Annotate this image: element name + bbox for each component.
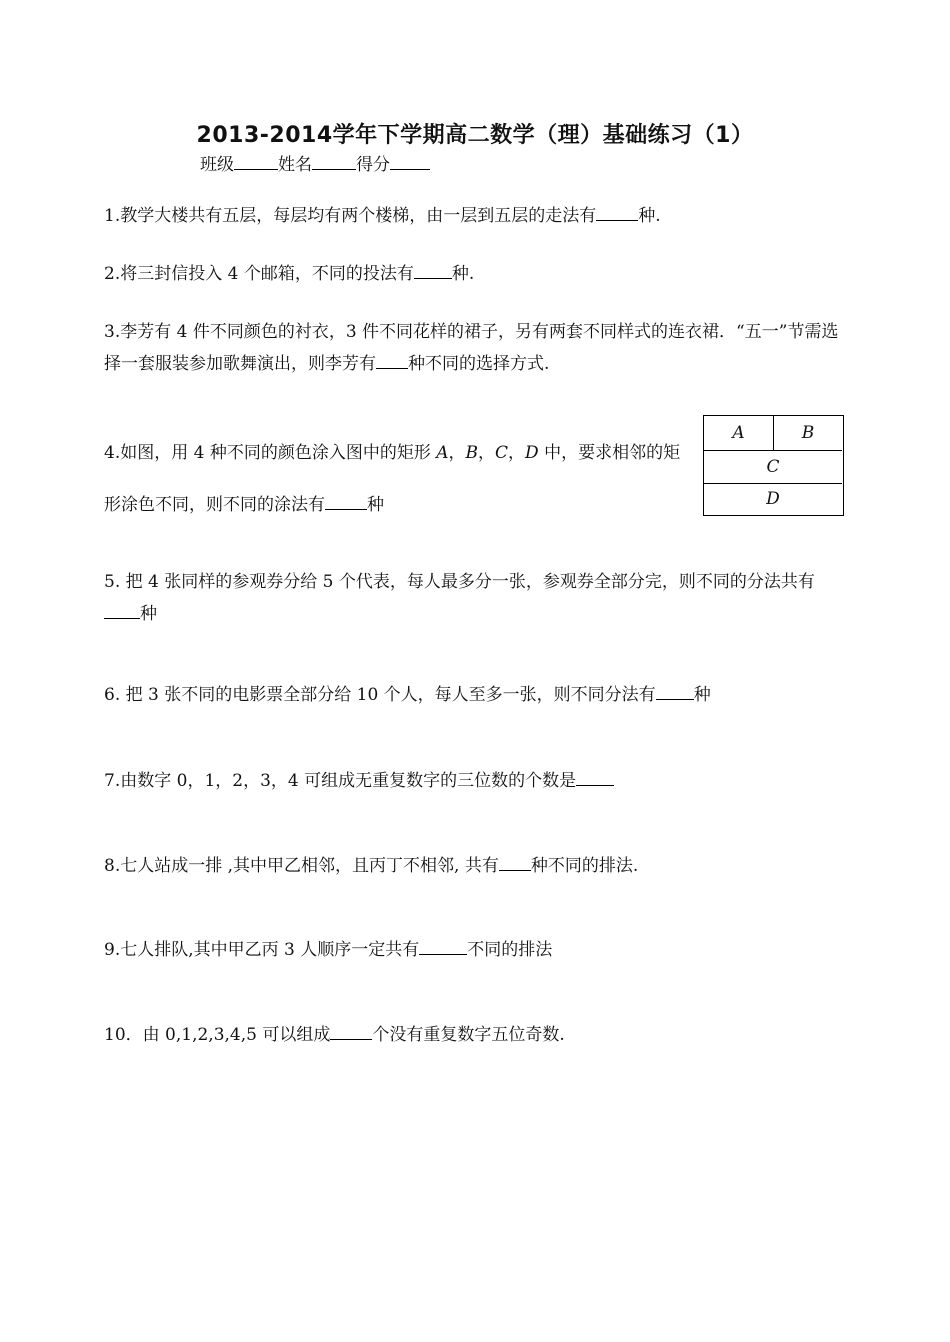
question-6: 6. 把 3 张不同的电影票全部分给 10 个人，每人至多一张，则不同分法有 种 xyxy=(104,685,711,705)
question-5: 5. 把 4 张同样的参观券分给 5 个代表，每人最多分一张，参观券全部分完，则不同的分法共有种 xyxy=(104,572,815,624)
answer-blank[interactable] xyxy=(499,854,531,871)
answer-blank[interactable] xyxy=(419,938,467,955)
answer-blank[interactable] xyxy=(376,352,408,369)
name-blank[interactable] xyxy=(312,153,356,170)
rectangle-figure xyxy=(703,415,844,516)
answer-blank[interactable] xyxy=(414,262,452,279)
question-7: 7.由数字 0，1，2，3，4 可组成无重复数字的三位数的个数是 xyxy=(104,765,849,797)
score-label: 得分 xyxy=(356,155,390,175)
question-10: 10．由 0,1,2,3,4,5 可以组成 个没有重复数字五位奇数. xyxy=(104,1025,565,1045)
rect-b: B xyxy=(774,416,842,451)
answer-blank[interactable] xyxy=(576,769,614,786)
student-info-line xyxy=(200,150,430,175)
answer-blank[interactable] xyxy=(104,602,140,619)
answer-blank[interactable] xyxy=(330,1023,372,1040)
question-8: 8.七人站成一排 ,其中甲乙相邻，且丙丁不相邻, 共有 种不同的排法. xyxy=(104,856,639,876)
rect-d: D xyxy=(766,489,780,509)
question-3: 3.李芳有 4 件不同颜色的衬衣，3 件不同花样的裙子，另有两套不同样式的连衣裙．“五一”节需选择一套服装参加歌舞演出，则李芳有 种不同的选择方式. xyxy=(104,322,839,374)
answer-blank[interactable] xyxy=(596,204,638,221)
question-4: 4.如图，用 4 种不同的颜色涂入图中的矩形 A，B，C，D 中，要求相邻的矩形涂色不同，则不同的涂法有 种 xyxy=(104,443,681,515)
score-blank[interactable] xyxy=(390,153,430,170)
rect-c: C xyxy=(704,451,842,484)
question-1: 1.教学大楼共有五层，每层均有两个楼梯，由一层到五层的走法有 种. xyxy=(104,206,661,226)
answer-blank[interactable] xyxy=(656,683,694,700)
rect-a: A xyxy=(704,416,774,451)
question-2: 2.将三封信投入 4 个邮箱，不同的投法有 种. xyxy=(104,264,475,284)
class-label: 班级 xyxy=(200,155,234,175)
class-blank[interactable] xyxy=(234,153,278,170)
page-title: 2013-2014学年下学期高二数学（理）基础练习（1） xyxy=(196,123,754,148)
answer-blank[interactable] xyxy=(325,493,367,510)
name-label: 姓名 xyxy=(278,155,312,175)
question-9: 9.七人排队,其中甲乙丙 3 人顺序一定共有 不同的排法 xyxy=(104,940,553,960)
